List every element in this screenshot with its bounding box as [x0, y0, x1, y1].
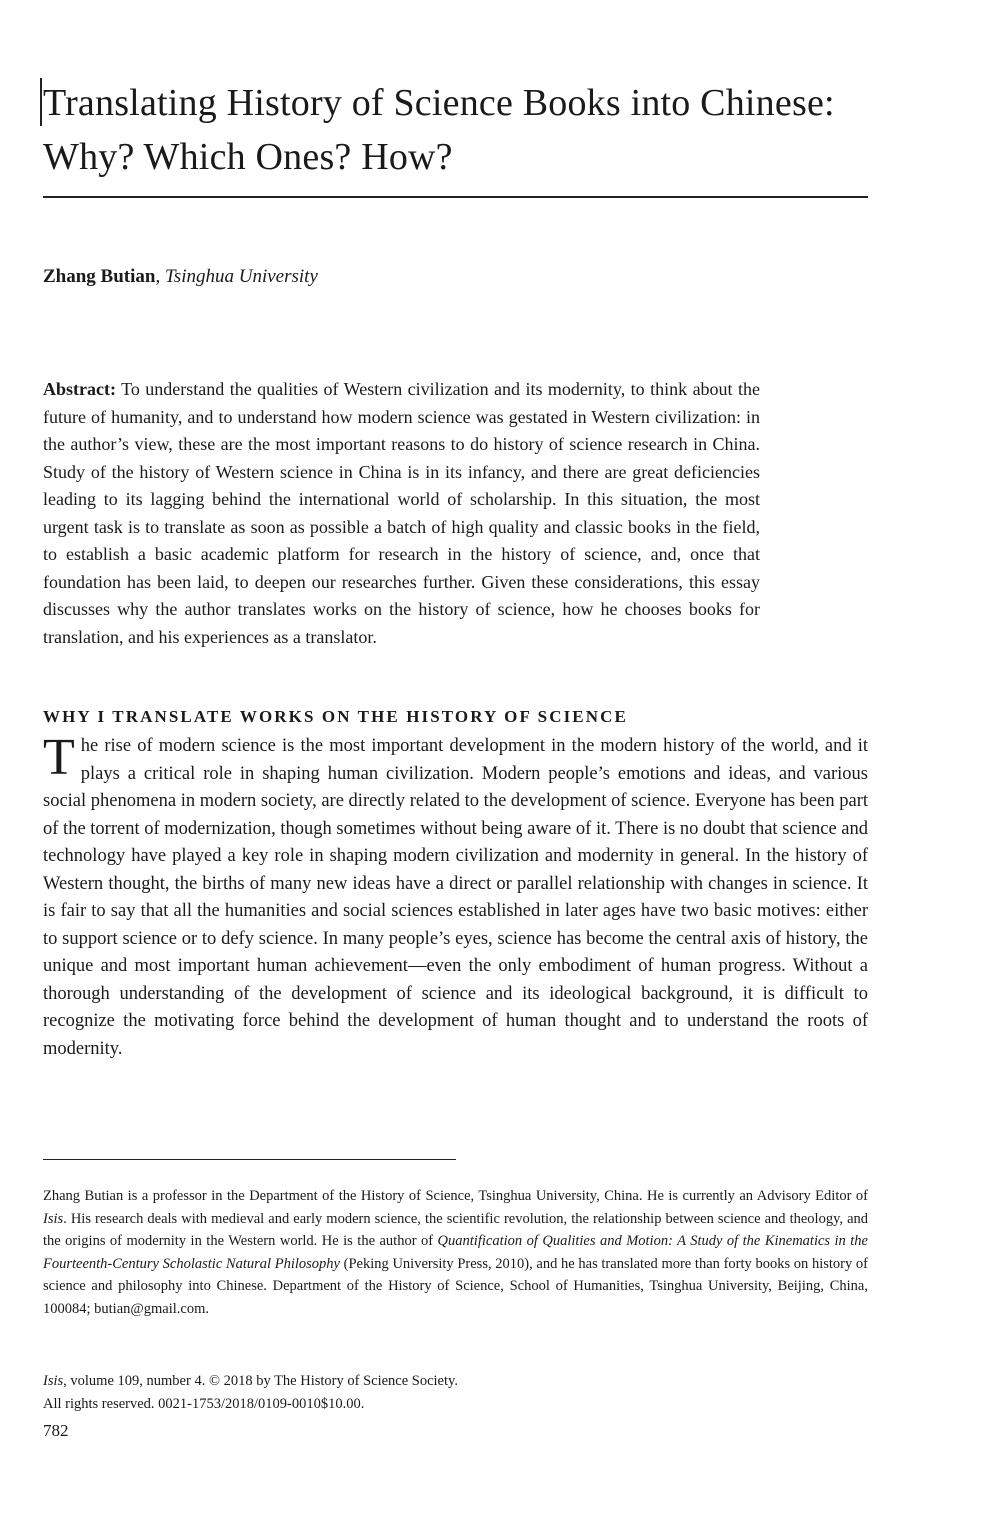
- footnote-journal: Isis: [43, 1210, 64, 1227]
- section-body-text: he rise of modern science is the most important development in the modern history of the world, and it plays a critical role in shaping human civilization. Modern people’s emotions and ideas, and various social phenomena in modern society, are directly related to the development of science. Everyone has been part of the torrent of modernization, though sometimes without being aware of it. There is no doubt that science and technology have played a key role in shaping modern civilization and modernity in general. In the history of Western thought, the births of many new ideas have a direct or parallel relationship with changes in science. It is fair to say that all the humanities and social sciences established in later ages have two basic motives: either to support science or to defy science. In many people’s eyes, science has become the central axis of history, the unique and most important human achievement—even the only embodiment of human progress. Without a thorough understanding of the development of science and its ideological background, it is difficult to recognize the motivating force behind the development of human thought and to understand the roots of modernity.: [43, 736, 868, 1059]
- pubinfo-journal: Isis: [43, 1373, 64, 1389]
- title-marker-bar: [40, 78, 42, 126]
- byline: [43, 264, 318, 290]
- abstract-text: To understand the qualities of Western civilization and its modernity, to think about the future of humanity, and to understand how modern science was gestated in Western civilization: in the author’s view, these are the most important reasons to do history of science research in China. Study of the history of Western science in China is in its infancy, and there are great deficiencies leading to its lagging behind the international world of scholarship. In this situation, the most urgent task is to translate as soon as possible a batch of high quality and classic books in the field, to establish a basic academic platform for research in the history of science, and, once that foundation has been laid, to deepen our researches further. Given these considerations, this essay discusses why the author translates works on the history of science, how he chooses books for translation, and his experiences as a translator.: [43, 379, 760, 647]
- page-number: 782: [43, 1421, 69, 1440]
- title-rule: [43, 196, 868, 198]
- section-body: [43, 729, 868, 1063]
- footnote-text-1: Zhang Butian is a professor in the Department of the History of Science, Tsinghua University, China. He is currently an Advisory Editor of: [43, 1188, 868, 1204]
- author-footnote: [43, 1185, 868, 1320]
- publication-info: [43, 1370, 458, 1415]
- footnote-text-3: (Peking University Press, 2010), and he has translated more than forty books on history of science and philosophy into Chinese. Department of the History of Science, School of Humanities, Tsinghua University, Beijing, China, 100084; butian@gmail.com.: [43, 1255, 868, 1317]
- author-name: Zhang Butian: [43, 266, 156, 287]
- author-affiliation: Tsinghua University: [164, 266, 318, 287]
- abstract: [43, 376, 760, 651]
- article-title: Translating History of Science Books into Chinese: Why? Which Ones? How?: [43, 82, 835, 178]
- drop-cap: T: [43, 729, 75, 786]
- pubinfo-line2: All rights reserved. 0021-1753/2018/0109-0010$10.00.: [43, 1395, 365, 1412]
- byline-separator: ,: [155, 266, 165, 287]
- pubinfo-line1: , volume 109, number 4. © 2018 by The History of Science Society.: [63, 1373, 458, 1389]
- footnote-book-title: Quantification of Qualities and Motion: A Study of the Kinematics in the Fourteenth-Century Scholastic Natural Philosophy: [43, 1233, 868, 1272]
- section-heading: WHY I TRANSLATE WORKS ON THE HISTORY OF SCIENCE: [43, 707, 628, 726]
- footnote-text-2: . His research deals with medieval and early modern science, the scientific revolution, the relationship between science and theology, and the origins of modernity in the Western world. He is the author of: [43, 1210, 868, 1249]
- abstract-label: Abstract:: [43, 379, 116, 399]
- footnote-rule: [43, 1159, 456, 1160]
